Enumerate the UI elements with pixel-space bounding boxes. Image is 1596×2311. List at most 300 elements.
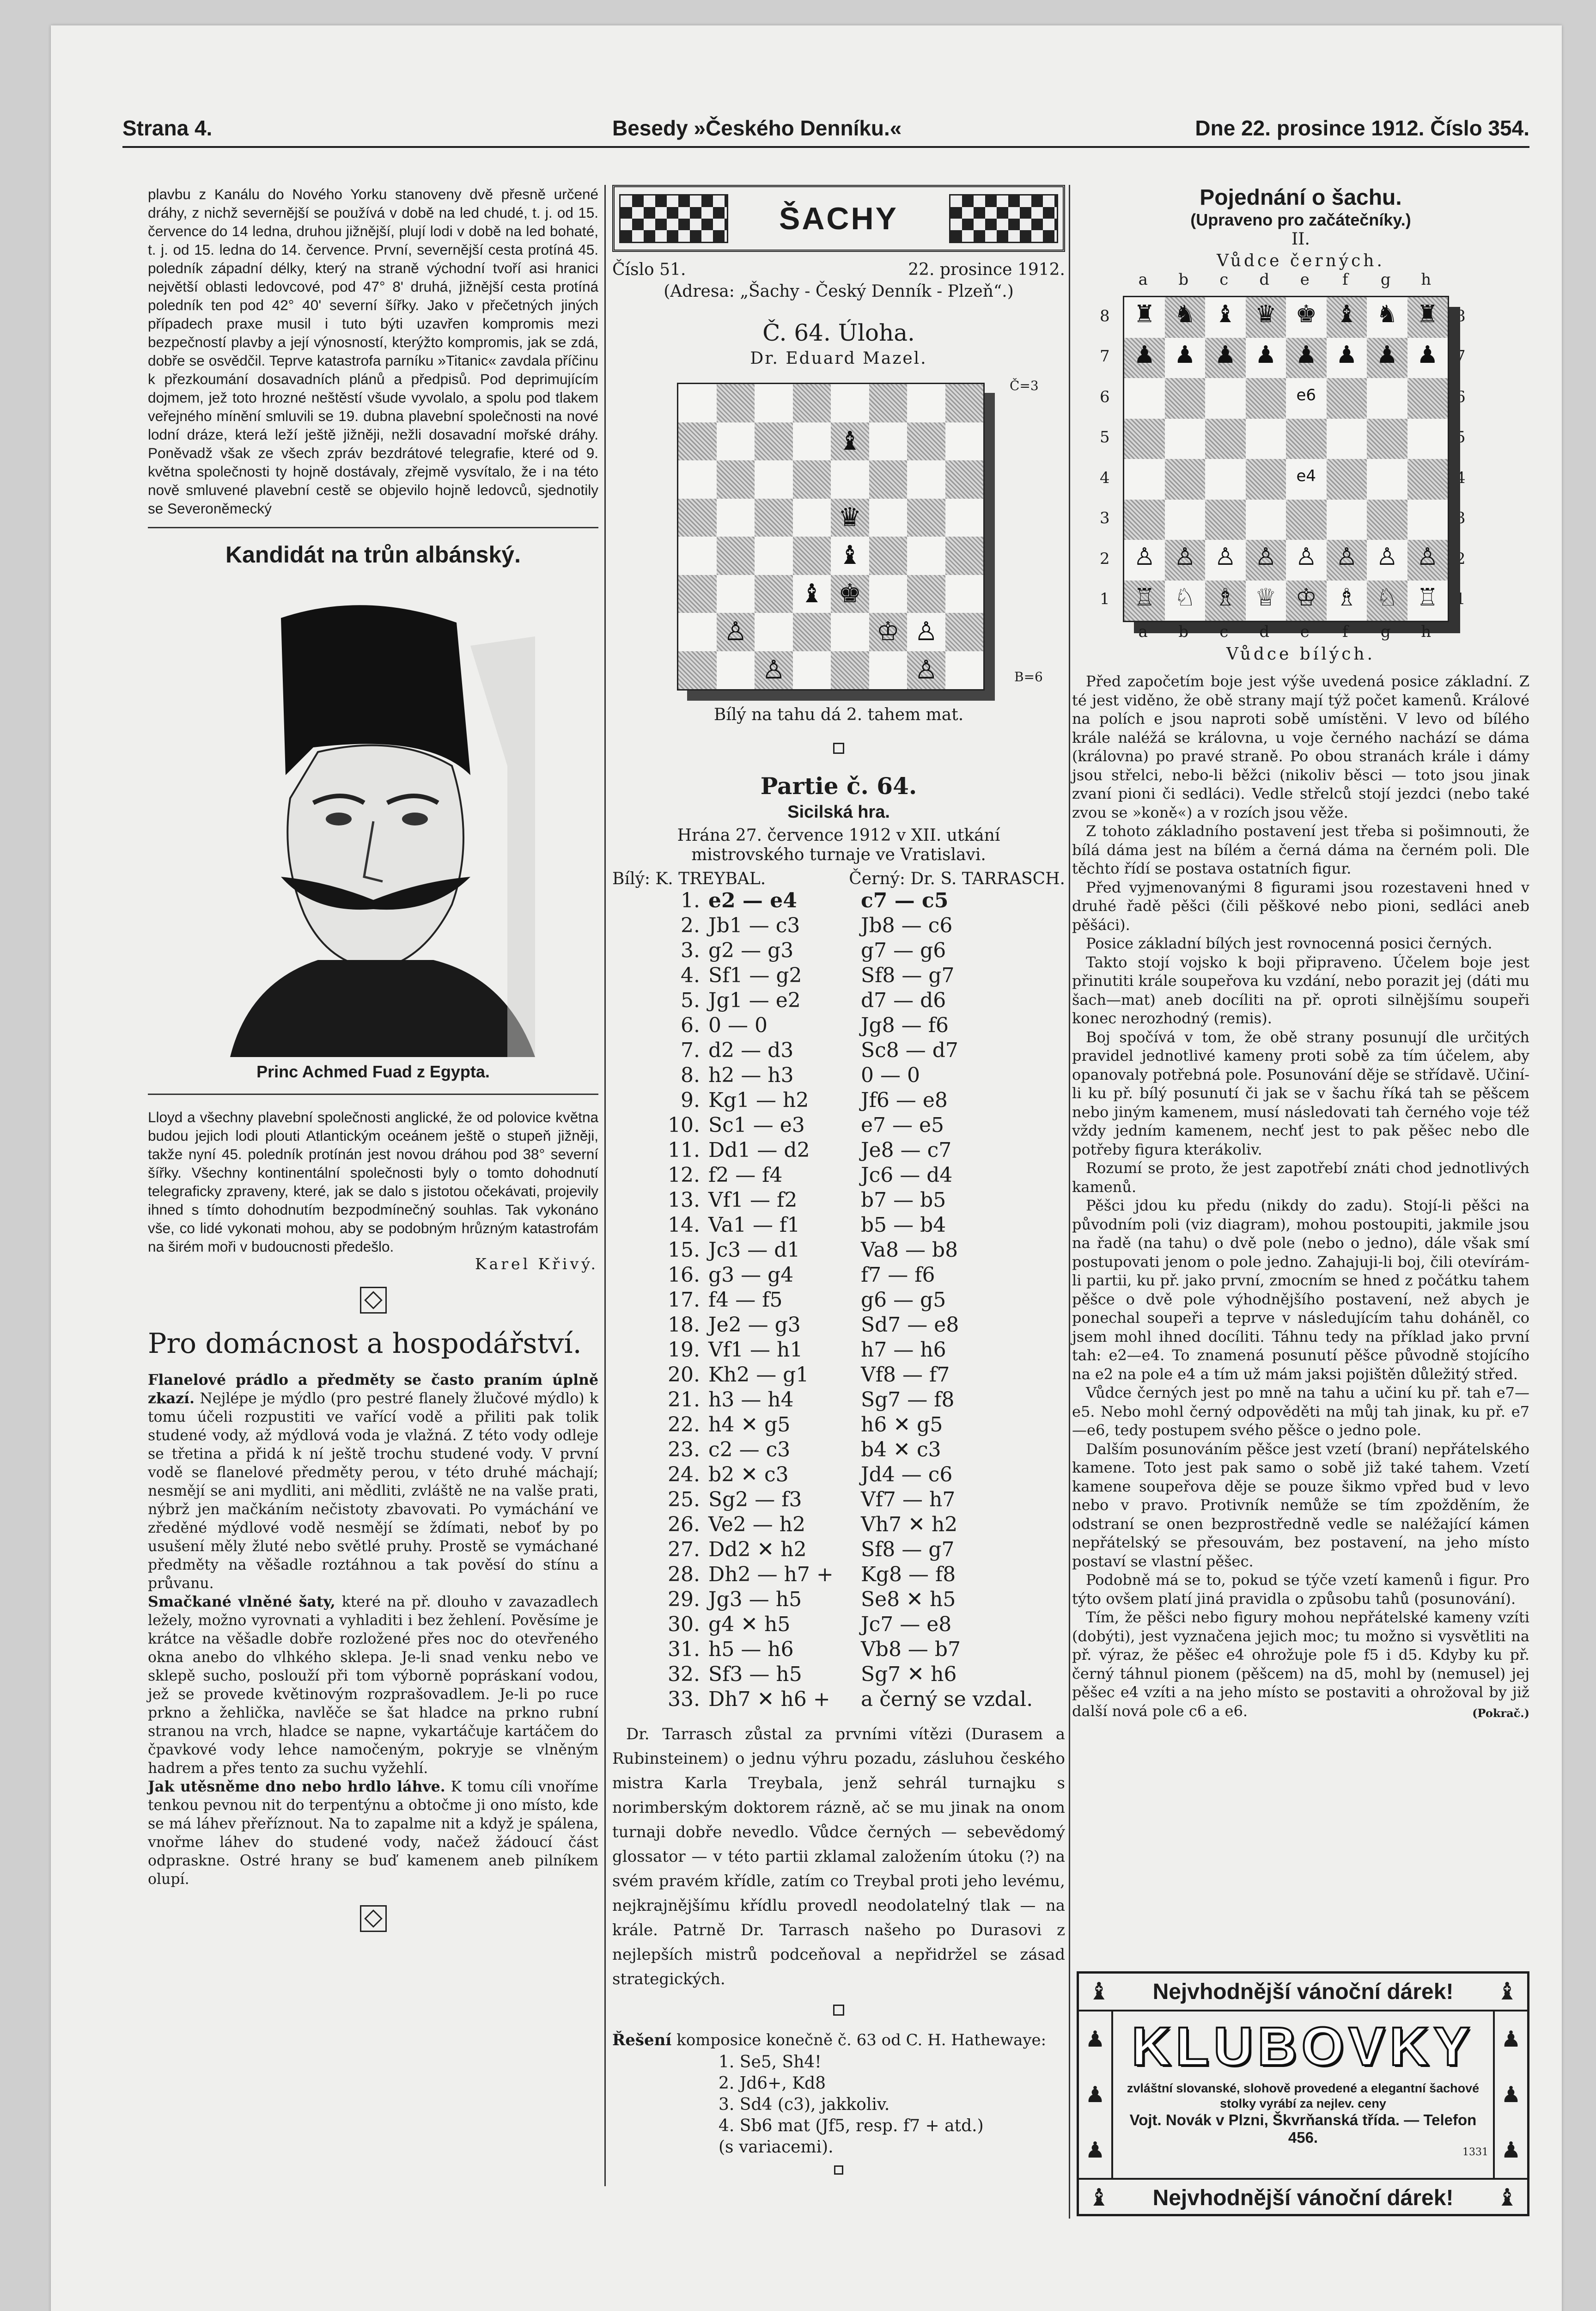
move-number: 21.	[668, 1388, 700, 1412]
board-square	[907, 460, 945, 499]
chess-piece-icon: ♟	[1501, 2082, 1521, 2108]
move-row	[612, 963, 1065, 988]
white-move: h2 — h3	[708, 1064, 794, 1087]
white-move: Jg1 — e2	[708, 989, 801, 1012]
portrait-title: Kandidát na trůn albánský.	[225, 542, 521, 568]
chess-piece-icon: ♙	[762, 654, 786, 685]
move-row	[612, 1388, 1065, 1412]
board-square	[1407, 581, 1448, 621]
move-number: 29.	[668, 1588, 700, 1611]
white-move: 0 — 0	[708, 1014, 768, 1037]
black-move: e7 — e5	[861, 1113, 944, 1137]
chess-piece-icon: ♙	[1255, 543, 1277, 571]
treatise-paragraph: Rozumí se proto, že jest zapotřebí znáti chod jednotlivých kamenů.	[1072, 1159, 1529, 1196]
white-move: g3 — g4	[708, 1263, 794, 1287]
chess-piece-icon: ♘	[1376, 583, 1398, 611]
board-square	[1246, 581, 1286, 621]
move-row	[612, 1612, 1065, 1637]
move-row	[612, 1587, 1065, 1612]
column-divider	[604, 185, 606, 2186]
chess-piece-icon: ♞	[1376, 300, 1398, 328]
tip-paragraph	[148, 1778, 598, 1889]
treatise-paragraph: Posice základní bílých jest rovnocenná posici černých.	[1086, 935, 1492, 952]
rank-labels-right	[1456, 296, 1466, 619]
board-square	[1327, 459, 1367, 500]
board-square	[717, 651, 755, 690]
black-move: 0 — 0	[861, 1064, 920, 1087]
page-number: Strana 4.	[122, 116, 213, 140]
treatise-part: II.	[1291, 230, 1310, 249]
board-square	[1327, 297, 1367, 338]
move-row	[612, 1537, 1065, 1562]
board-square	[1327, 378, 1367, 419]
black-move: g6 — g5	[861, 1288, 946, 1312]
white-move: Dh7 ✕ h6 +	[708, 1687, 830, 1711]
ad-headline: Nejvhodnější vánoční dárek!	[1152, 1979, 1454, 2004]
chess-piece-icon: ♙	[1174, 543, 1196, 571]
black-move: Jc7 — e8	[861, 1613, 952, 1636]
file-label: a	[1138, 270, 1148, 289]
advertisement	[1077, 1971, 1529, 2216]
black-move: Jb8 — c6	[861, 914, 953, 937]
board-square	[945, 460, 984, 499]
tip-text: K tomu cíli vnoříme tenkou pevnou nit do terpentýnu a obtočme ji ono místo, kde se má láhev přeříznout. Na to zapalme nit a když je spálena, vnořme láhev do studené vody, načež žádoucí část odpraskne. Ostré hrany se buď kamenem aneb pilníkem olupí.	[148, 1778, 598, 1888]
chess-piece-icon: ♙	[1295, 543, 1317, 571]
move-row	[612, 1637, 1065, 1662]
chess-piece-icon: ♟	[1133, 341, 1156, 369]
tip-paragraph	[148, 1371, 598, 1593]
board-square	[1205, 297, 1246, 338]
file-label: e	[1300, 270, 1310, 289]
treatise-paragraph: Dalším posunováním pěšce jest vzetí (braní) nepřátelského kamene. Toto jest pak samo o sobě již také tahem. Vzetí kamene soupeřova děje se pouze šikmo vpřed bud v levo nebo v pravo. Protivník nemůže se tím zpožděním, že odstraní se onen bezprostředně vedle se naléžající kámen nepřátelský se přesouvám, bez postavení, na jeho místo postaví se vlastní pěšec.	[1072, 1440, 1529, 1570]
black-move: Jf6 — e8	[861, 1088, 948, 1112]
board-square	[755, 422, 793, 461]
chess-piece-icon: ♘	[1174, 583, 1196, 611]
solution-line: 1. Se5, Sh4!	[719, 2053, 822, 2072]
black-move: Sc8 — d7	[861, 1039, 958, 1062]
move-number: 10.	[668, 1113, 700, 1137]
white-move: Sf3 — h5	[708, 1663, 802, 1686]
board-square	[1367, 378, 1407, 419]
move-row	[612, 1288, 1065, 1313]
board-square	[1367, 581, 1407, 621]
black-move: h6 ✕ g5	[861, 1413, 943, 1437]
board-square	[717, 384, 755, 422]
board-square	[831, 499, 869, 537]
board-square	[831, 575, 869, 613]
move-number: 6.	[681, 1014, 700, 1037]
board-square	[1367, 297, 1407, 338]
file-label: b	[1178, 270, 1189, 289]
rank-label: 2	[1100, 549, 1110, 568]
file-label: h	[1421, 270, 1432, 289]
chess-piece-icon: ♝	[1088, 2184, 1110, 2212]
rank-label: 6	[1456, 387, 1466, 406]
chess-piece-icon: ♟	[1295, 341, 1317, 369]
board-square	[831, 613, 869, 651]
ornament-icon	[360, 1287, 387, 1314]
move-number: 25.	[668, 1488, 700, 1511]
black-move: Jc6 — d4	[861, 1163, 953, 1187]
separator-icon	[834, 2165, 843, 2175]
move-number: 2.	[681, 914, 700, 937]
rank-label: 7	[1100, 347, 1110, 366]
treatise-paragraph: Před započetím boje jest výše uvedená posice základní. Z té jest viděno, že obě strany mají týž počet kamenů. Králové na polích e jsou naproti sobě umístěni. V levo od bílého krále naléžá se královna, u voje černého nachází se dáma (královna) po pravé straně. Po obou stranách krále i dámy jsou střelci, nebo-li běžci (nikoliv běsci — toto jsou jinak zvaní pioni či sedláci). Vedle střelců stojí jezdci (nebo také zvou se »koně«) a v rozích jsou věže.	[1072, 673, 1529, 821]
white-move: f2 — f4	[708, 1163, 783, 1187]
rank-label: 8	[1456, 306, 1466, 325]
chess-piece-icon: ♙	[1376, 543, 1398, 571]
ad-right-ornament	[1493, 2011, 1527, 2178]
black-move: Se8 ✕ h5	[861, 1588, 956, 1611]
board-square	[1165, 459, 1206, 500]
board-square	[1246, 297, 1286, 338]
white-move: b2 ✕ c3	[708, 1463, 789, 1486]
board-square	[1367, 540, 1407, 581]
ad-address: Vojt. Novák v Plzni, Škvrňanská třída. — Telefon 456.	[1129, 2111, 1477, 2146]
tip-paragraph	[148, 1593, 598, 1778]
white-move: Va1 — f1	[708, 1213, 800, 1237]
white-move: Dd1 — d2	[708, 1138, 810, 1162]
rank-label: 7	[1456, 347, 1466, 366]
black-leader-label: Vůdce černých.	[1217, 251, 1385, 270]
board-square	[869, 499, 908, 537]
move-row	[612, 1113, 1065, 1138]
black-move: d7 — d6	[861, 989, 946, 1012]
treatise-paragraph: Z tohoto základního postavení jest třeba si pošimnouti, že bílá dáma jest na bílém a černá dáma na černém poli. Dle těchto řídí se postava ostatních figur.	[1072, 822, 1529, 877]
move-number: 33.	[668, 1687, 700, 1711]
ornament-icon	[360, 1905, 387, 1932]
problem-composer: Dr. Eduard Mazel.	[750, 349, 927, 368]
chess-piece-icon: ♝	[800, 578, 823, 609]
move-row	[612, 1138, 1065, 1163]
ad-left-ornament	[1079, 2011, 1113, 2178]
board-square	[717, 499, 755, 537]
file-label: h	[1421, 623, 1432, 641]
chess-piece-icon: ♝	[1214, 300, 1237, 328]
board-square	[717, 537, 755, 575]
white-move: c2 — c3	[708, 1438, 791, 1461]
black-move: Va8 — b8	[861, 1238, 958, 1262]
board-square	[1407, 419, 1448, 459]
board-square	[869, 651, 908, 690]
white-move: e2 — e4	[708, 889, 797, 912]
move-number: 20.	[668, 1363, 700, 1387]
black-move: Sf8 — g7	[861, 1538, 955, 1561]
black-move: Kg8 — f8	[861, 1563, 956, 1586]
board-square	[1205, 419, 1246, 459]
white-leader-label: Vůdce bílých.	[1226, 645, 1376, 664]
ad-brand: KLUBOVKY	[1131, 2016, 1475, 2077]
article-paragraph: Lloyd a všechny plavební společnosti anglické, že od polovice května budou jejich lodi plouti Atlantickým oceánem ještě o stupeň jižněji, takže nyní 45. poledník protínán jest novou dráhou pod 38° severní šířky. Všechny kontinentální společnosti byly o tomto dohodnutí telegraficky zpraveny, které, jak se dalo s jistotou očekávati, projevily ihned s tímto dohodnutím bezpodmínečný souhlas. Tak vykonáno vše, co lidé vykonati mohou, aby se podobným hrůzným katastrofám na širém moři v budoucnosti předešlo.	[148, 1108, 598, 1255]
board-square	[1367, 459, 1407, 500]
board-square	[1327, 500, 1367, 540]
board-square	[1286, 459, 1327, 500]
board-square	[907, 613, 945, 651]
chess-piece-icon: ♚	[1295, 300, 1317, 328]
game-commentary: Dr. Tarrasch zůstal za prvními vítězi (Durasem a Rubinsteinem) o jednu výhru pozadu, zásluhou českého mistra Karla Treybala, jenž sehrál turnajku s norimberským doktorem rázně, ač se mu jinak na onom turnaji dobře nevedlo. Vůdce černých — sebevědomý glossator — v této partii zklamal založením útoku (?) na svém pravém křídle, zatím co Treybal proti jeho levému, nejkrajnějšímu křídlu provedl neodolatelný tlak — na krále. Patrně Dr. Tarrasch našeho po Durasovi z nejlepších mistrů podceňoval a nepřidržel se zásad strategických.	[612, 1725, 1065, 1988]
board-square	[945, 499, 984, 537]
game-opening: Sicilská hra.	[787, 802, 890, 822]
white-move: Kh2 — g1	[708, 1363, 809, 1387]
move-number: 18.	[668, 1313, 700, 1337]
file-label: c	[1219, 623, 1229, 641]
chess-piece-icon: ♛	[1255, 300, 1277, 328]
move-number: 8.	[681, 1064, 700, 1087]
black-move: Je8 — c7	[861, 1138, 952, 1162]
chess-piece-icon: ♚	[838, 578, 862, 609]
chess-piece-icon: ♝	[1496, 2184, 1518, 2212]
board-square	[1205, 378, 1246, 419]
board-square	[1205, 500, 1246, 540]
black-move: b4 ✕ c3	[861, 1438, 941, 1461]
board-square	[831, 460, 869, 499]
board-square	[1165, 500, 1206, 540]
board-square	[755, 537, 793, 575]
board-square	[1246, 378, 1286, 419]
board-square	[907, 537, 945, 575]
board-square	[1367, 338, 1407, 379]
board-square	[1124, 297, 1165, 338]
board-square	[869, 575, 908, 613]
move-number: 14.	[668, 1213, 700, 1237]
board-square	[678, 651, 717, 690]
board-square	[755, 499, 793, 537]
board-square	[1286, 419, 1327, 459]
rank-label: 1	[1100, 590, 1110, 609]
board-square	[945, 537, 984, 575]
move-number: 19.	[668, 1338, 700, 1362]
board-square	[869, 384, 908, 422]
black-move: c7 — c5	[861, 889, 949, 912]
rank-label: 3	[1100, 509, 1110, 528]
chess-piece-icon: ♟	[1335, 341, 1358, 369]
black-move: f7 — f6	[861, 1263, 935, 1287]
section-title: Pro domácnost a hospodářství.	[148, 1327, 582, 1360]
move-number: 15.	[668, 1238, 700, 1262]
move-row	[612, 1213, 1065, 1238]
board-square	[1327, 581, 1367, 621]
chess-piece-icon: ♟	[1214, 341, 1237, 369]
board-square	[1407, 378, 1448, 419]
chess-piece-icon: ♝	[1335, 300, 1358, 328]
solution-lines	[719, 2052, 1065, 2158]
white-move: Jb1 — c3	[708, 914, 800, 937]
chess-piece-icon: ♔	[1295, 583, 1317, 611]
black-move: Sg7 ✕ h6	[861, 1663, 957, 1686]
chess-piece-icon: ♟	[1085, 2082, 1105, 2108]
black-move: Vb8 — b7	[861, 1638, 961, 1661]
board-square	[793, 613, 831, 651]
board-square	[1124, 540, 1165, 581]
board-square	[1367, 500, 1407, 540]
file-label: d	[1259, 270, 1270, 289]
white-move: h3 — h4	[708, 1388, 794, 1412]
game-info: Hrána 27. července 1912 v XII. utkání mistrovského turnaje ve Vratislavi.	[677, 826, 1000, 864]
board-square	[1286, 581, 1327, 621]
black-move: h7 — h6	[861, 1338, 946, 1362]
black-move: a černý se vzdal.	[861, 1687, 1033, 1711]
board-square	[755, 384, 793, 422]
chess-piece-icon: ♟	[1174, 341, 1196, 369]
move-row	[612, 1562, 1065, 1587]
white-move: Jc3 — d1	[708, 1238, 800, 1262]
board-square	[1165, 378, 1206, 419]
board-square	[678, 613, 717, 651]
black-player: Černý: Dr. S. TARRASCH.	[849, 869, 1065, 888]
board-square	[717, 422, 755, 461]
board-square	[907, 575, 945, 613]
move-row	[612, 1013, 1065, 1038]
white-piece-count: B=6	[1014, 669, 1043, 685]
problem-title: Č. 64. Úloha.	[762, 319, 915, 346]
board-square	[1165, 581, 1206, 621]
portrait-illustration	[212, 581, 535, 1057]
board-square	[907, 384, 945, 422]
board-square	[869, 460, 908, 499]
board-square	[1205, 540, 1246, 581]
move-number: 32.	[668, 1663, 700, 1686]
board-square	[793, 499, 831, 537]
board-square	[945, 384, 984, 422]
column-left	[148, 185, 598, 1946]
white-move: Sc1 — e3	[708, 1113, 805, 1137]
board-square	[1327, 338, 1367, 379]
chess-piece-icon: ♙	[914, 617, 938, 647]
chess-piece-icon: ♝	[1496, 1978, 1518, 2005]
move-number: 31.	[668, 1638, 700, 1661]
black-move: Vh7 ✕ h2	[861, 1513, 958, 1536]
board-square	[678, 537, 717, 575]
file-label: a	[1138, 623, 1148, 641]
game-title: Partie č. 64.	[760, 772, 917, 800]
board-square	[678, 422, 717, 461]
white-move: g4 ✕ h5	[708, 1613, 791, 1636]
board-square	[793, 651, 831, 690]
move-row	[612, 1263, 1065, 1288]
rank-label: 2	[1456, 549, 1466, 568]
move-row	[612, 1412, 1065, 1437]
board-square	[1327, 540, 1367, 581]
chess-piece-icon: ♟	[1085, 2137, 1105, 2163]
board-square	[678, 384, 717, 422]
move-number: 30.	[668, 1613, 700, 1636]
move-number: 4.	[681, 964, 700, 987]
move-row	[612, 913, 1065, 938]
chess-piece-icon: ♝	[1088, 1978, 1110, 2005]
chess-piece-icon: ♛	[838, 502, 862, 532]
board-square	[1407, 338, 1448, 379]
board-square	[1205, 338, 1246, 379]
page-header	[122, 116, 1529, 148]
board-square	[1205, 581, 1246, 621]
solution-line: (s variacemi).	[719, 2138, 834, 2157]
rank-label: 4	[1100, 468, 1110, 487]
file-label: f	[1342, 623, 1348, 641]
chess-piece-icon: ♔	[876, 617, 900, 647]
checkered-ornament-icon	[619, 194, 728, 243]
board-square	[717, 575, 755, 613]
file-label: f	[1342, 270, 1348, 289]
treatise-title: Pojednání o šachu.	[1200, 185, 1402, 210]
chess-piece-icon: ♗	[1214, 583, 1237, 611]
black-move: Jg8 — f6	[861, 1014, 949, 1037]
chess-piece-icon: ♙	[1214, 543, 1237, 571]
move-number: 23.	[668, 1438, 700, 1461]
chess-piece-icon: e6	[1296, 386, 1316, 404]
white-move: Sg2 — f3	[708, 1488, 802, 1511]
treatise-paragraph: Tím, že pěšci nebo figury mohou nepřátelské kameny vzíti (dobýti), jest vyznačena jejich moc; tu možno si vysvětliti na př. výraz, že pěšec e4 ohrožuje pole f5 i d5. Kdyby ku př. černý táhnul pionem (pěšcem) na d5, mohl by (nemusel) jej pěšec e4 vzíti a na jeho místo se postaviti a ohrožoval by již další nová pole c6 a e6.	[1072, 1608, 1529, 1720]
chess-piece-icon: ♙	[724, 617, 747, 647]
move-number: 22.	[668, 1413, 700, 1437]
move-row	[612, 1512, 1065, 1537]
tip-text: Nejlépe je mýdlo (pro pestré flanely žlučové mýdlo) k tomu účeli rozpustiti ve vařící vodě a přiliti pak tolik studené vody, až mýdlová voda je vlažná. Z této vody odleje se třetina a přidá k ní ještě trochu studené vody. V první vodě se flanelové předměty perou, v této druhé máchají; nesmějí se ani mydliti, ani mědliti, zvláště ne na valše prati, nýbrž jen mačkáním nečistoty zbavovati. Po vymáchání ve zředěné mýdlové vodě nesmějí se ždímati, neboť by po usušení měly žluté nebo světlé pruhy. Prostě se vymáchané předměty na věšadle roztáhnou a tak pověsí do stínu a průvanu.	[148, 1390, 598, 1592]
chess-banner-title: ŠACHY	[779, 201, 899, 236]
board-square	[1124, 459, 1165, 500]
black-move: Vf8 — f7	[861, 1363, 950, 1387]
chess-banner	[612, 185, 1065, 252]
tip-heading: Jak utěsněme dno nebo hrdlo láhve.	[148, 1778, 445, 1795]
board-square	[1246, 540, 1286, 581]
article-author: Karel Křivý.	[475, 1254, 598, 1273]
board-square	[678, 499, 717, 537]
board-square	[831, 537, 869, 575]
board-square	[1165, 338, 1206, 379]
move-number: 11.	[668, 1138, 700, 1162]
black-move: Sd7 — e8	[861, 1313, 959, 1337]
board-square	[1246, 459, 1286, 500]
chess-piece-icon: ♙	[1335, 543, 1358, 571]
board-square	[1407, 500, 1448, 540]
rank-labels-left	[1100, 296, 1110, 619]
chess-piece-icon: ♟	[1376, 341, 1398, 369]
chess-piece-icon: ♖	[1133, 583, 1156, 611]
chess-address: (Adresa: „Šachy - Český Denník - Plzeň“.)	[664, 282, 1014, 301]
black-move: b7 — b5	[861, 1188, 946, 1212]
rank-label: 5	[1456, 428, 1466, 447]
treatise-text	[1072, 672, 1529, 1720]
chess-date: 22. prosince 1912.	[908, 260, 1065, 279]
board-square	[1165, 419, 1206, 459]
file-label: e	[1300, 623, 1310, 641]
board-square	[945, 651, 984, 690]
file-label: g	[1380, 270, 1391, 289]
treatise-paragraph: Před vyjmenovanými 8 figurami jsou rozestaveni hned v druhé řadě pěšci (čili pěškové nebo pioni, sedláci aneb pěšáci).	[1072, 878, 1529, 934]
board-square	[1407, 540, 1448, 581]
move-row	[612, 1338, 1065, 1363]
problem-stipulation: Bílý na tahu dá 2. tahem mat.	[713, 705, 964, 724]
board-square	[793, 422, 831, 461]
white-move: Sf1 — g2	[708, 964, 802, 987]
board-square	[945, 575, 984, 613]
board-square	[1327, 419, 1367, 459]
board-square	[1124, 338, 1165, 379]
separator-icon	[833, 2005, 844, 2016]
treatise-paragraph: Boj spočívá v tom, že obě strany posunují dle určitých pravidel jednotlivé kameny proti sobě za tím účelem, aby opanovaly potřebná pole. Posunování děje se střídavě. Učiní-li ku př. bílý posunutí či jak se v šachu říká tah se pěšcem nebo jiným kamenem, musí následovati tah černého voje též vždy jedním kamenem, nechť jest to pak pěšec nebo dle potřeby figura kterákoliv.	[1072, 1028, 1529, 1158]
chess-piece-icon: ♜	[1416, 300, 1438, 328]
file-label: g	[1380, 623, 1391, 641]
board-square	[678, 575, 717, 613]
solution-intro	[612, 2029, 1065, 2052]
move-row	[612, 1437, 1065, 1462]
white-player: Bílý: K. TREYBAL.	[612, 869, 766, 888]
chess-piece-icon: e4	[1296, 467, 1316, 485]
rank-label: 1	[1456, 590, 1466, 609]
rank-label: 3	[1456, 509, 1466, 528]
board-square	[1286, 378, 1327, 419]
chess-piece-icon: ♟	[1501, 2026, 1521, 2052]
move-row	[612, 888, 1065, 913]
board-square	[1286, 297, 1327, 338]
